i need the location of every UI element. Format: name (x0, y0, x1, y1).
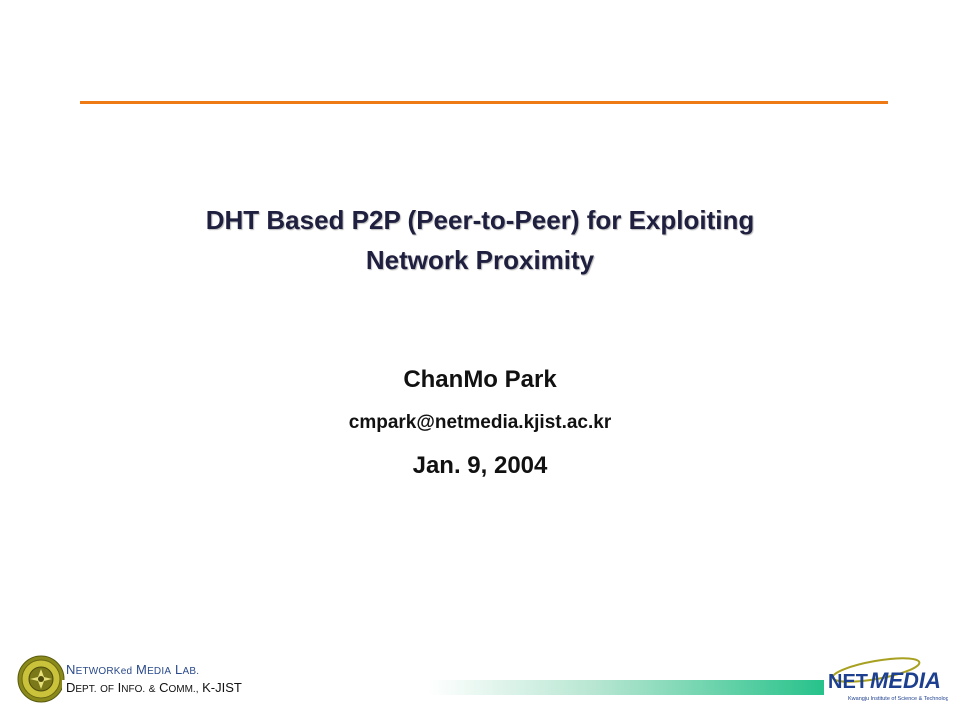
author-name: ChanMo Park (403, 366, 557, 393)
slide-title (0, 200, 960, 280)
presentation-date: Jan. 9, 2004 (412, 452, 548, 479)
netmedia-logo-icon (824, 648, 948, 706)
svg-text:MEDIA: MEDIA (870, 668, 941, 693)
svg-text:Kwangju Institute of Science &: Kwangju Institute of Science & Technology (848, 696, 948, 702)
top-accent-rule (80, 101, 888, 104)
slide-title-line-2: Network Proximity (365, 245, 595, 275)
author-email: cmpark@netmedia.kjist.ac.kr (348, 412, 612, 433)
department-name: DEPT. OF INFO. & COMM., K-JIST (66, 680, 242, 695)
lab-name: NETWORKed MEDIA LAB. (66, 662, 200, 677)
svg-text:NET: NET (828, 671, 868, 693)
university-seal-icon (17, 651, 65, 706)
slide-title-line-1: DHT Based P2P (Peer-to-Peer) for Exploiting (205, 205, 755, 235)
